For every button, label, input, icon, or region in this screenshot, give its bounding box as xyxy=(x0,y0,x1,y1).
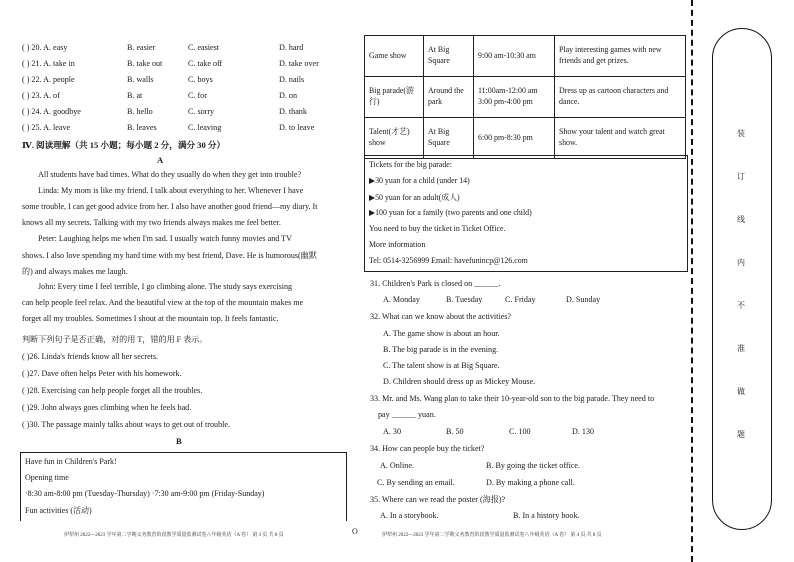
q35-option: B. In a history book. xyxy=(513,511,580,520)
q24-b: B. hello xyxy=(127,107,153,116)
activity-time: 6:00 pm-8:30 pm xyxy=(474,118,555,159)
q23-c: C. for xyxy=(188,91,207,100)
passage-a-line: 的) and always makes me laugh. xyxy=(22,267,128,276)
q25-b: B. leaves xyxy=(127,123,157,132)
q25-d: D. to leave xyxy=(279,123,315,132)
passage-a-line: Linda: My mom is like my friend. I talk about everything to her. Whenever I have xyxy=(38,186,304,195)
activity-name: Talent(才艺) show xyxy=(365,118,424,159)
ticket-line: ▶50 yuan for an adult(成人) xyxy=(369,193,460,202)
activity-name: Game show xyxy=(365,36,424,77)
tf-question: ( )29. John always goes climbing when he feels bad. xyxy=(22,403,192,412)
tf-question: ( )30. The passage mainly talks about ways to get out of trouble. xyxy=(22,420,230,429)
q20-stem: ( ) 20. A. easy xyxy=(22,43,68,52)
q34-stem: 34. How can people buy the ticket? xyxy=(370,444,485,453)
footer-left: 伊犁州 2022—2023 学年第二学期义务教育阶段教学质量监测试卷八年级英语（A 卷） 第 3 页 共 8 页 xyxy=(64,533,284,538)
q33-stem-cont: pay ______ yuan. xyxy=(378,410,436,419)
passage-a-line: some trouble, I can get good advice from her. I also have another good friend—my diary. It xyxy=(22,202,318,211)
q35-option: A. In a storybook. xyxy=(380,511,439,520)
binding-char: 准 xyxy=(737,344,745,353)
activity-place: Around the park xyxy=(424,77,474,118)
passage-a-line: knows all my secrets. Talking with my two friends always makes me feel better. xyxy=(22,218,281,227)
q31-option: C. Friday xyxy=(505,295,536,304)
activity-time: 11:00am-12:00 am 3:00 pm-4:00 pm xyxy=(474,77,555,118)
activity-place: At Big Square xyxy=(424,36,474,77)
q21-stem: ( ) 21. A. take in xyxy=(22,59,75,68)
q34-option: B. By going the ticket office. xyxy=(486,461,581,470)
q32-option: D. Children should dress up as Mickey Mouse. xyxy=(383,377,536,386)
q33-option: B. 50 xyxy=(446,427,464,436)
binding-dashed-line xyxy=(691,0,693,562)
q21-c: C. take off xyxy=(188,59,223,68)
activity-name: Big parade(游行) xyxy=(365,77,424,118)
q22-d: D. nails xyxy=(279,75,305,84)
q33-option: A. 30 xyxy=(383,427,401,436)
q31-stem: 31. Children's Park is closed on ______. xyxy=(370,279,501,288)
q34-option: C. By sending an email. xyxy=(377,478,455,487)
q24-stem: ( ) 24. A. goodbye xyxy=(22,107,81,116)
q20-c: C. easiest xyxy=(188,43,220,52)
tf-instruction: 判断下列句子是否正确，对的用 T，错的用 F 表示。 xyxy=(22,335,208,344)
q22-b: B. walls xyxy=(127,75,154,84)
q35-stem: 35. Where can we read the poster (海报)? xyxy=(370,495,506,504)
passage-a-label: A xyxy=(157,155,164,165)
activity-schedule-table xyxy=(364,35,686,159)
ticket-info-box xyxy=(364,155,688,272)
q20-b: B. easier xyxy=(127,43,156,52)
passage-a-line: shows. I also love spending my hard time with my best friend, Dave. He is humorous(幽默 xyxy=(22,251,317,260)
ticket-line: ▶100 yuan for a family (two parents and one child) xyxy=(369,208,532,217)
q23-d: D. on xyxy=(279,91,297,100)
ticket-line: Tel: 0514-3256999 Email: havefunincp@126.com xyxy=(369,256,528,265)
q23-b: B. at xyxy=(127,91,143,100)
footer-right: 伊犁州 2022—2023 学年第二学期义务教育阶段教学质量监测试卷八年级英语（A 卷） 第 4 页 共 8 页 xyxy=(382,533,602,538)
passage-a-line: forget all my troubles. Sometimes I shout at the mountain top. It feels fantastic. xyxy=(22,314,279,323)
passage-a-line: All students have bad times. What do they usually do when they get into trouble? xyxy=(38,170,302,179)
center-mark: O xyxy=(352,527,358,536)
q21-d: D. take over xyxy=(279,59,319,68)
binding-char: 做 xyxy=(737,387,745,396)
q32-stem: 32. What can we know about the activities? xyxy=(370,312,511,321)
table-row xyxy=(365,77,686,118)
passage-a-line: Peter: Laughing helps me when I'm sad. I usually watch funny movies and TV xyxy=(38,234,292,243)
q24-c: C. sorry xyxy=(188,107,215,116)
section-reading-heading: Ⅳ. 阅读理解（共 15 小题；每小题 2 分，满分 30 分） xyxy=(22,140,226,150)
opening-times: ·8:30 am-8:00 pm (Tuesday-Thursday) ·7:30 am-9:00 pm (Friday-Sunday) xyxy=(25,489,265,498)
binding-char: 内 xyxy=(737,258,745,267)
binding-char: 题 xyxy=(737,430,745,439)
q22-stem: ( ) 22. A. people xyxy=(22,75,75,84)
ticket-line: Tickets for the big parade: xyxy=(369,160,452,169)
tf-question: ( )27. Dave often helps Peter with his homework. xyxy=(22,369,182,378)
activity-place: At Big Square xyxy=(424,118,474,159)
binding-char: 装 xyxy=(737,129,745,138)
q24-d: D. thank xyxy=(279,107,307,116)
q33-stem: 33. Mr. and Ms. Wang plan to take their 10-year-old son to the big parade. They need to xyxy=(370,394,655,403)
tf-question: ( )26. Linda's friends know all her secrets. xyxy=(22,352,159,361)
fun-activities-label: Fun activities (活动) xyxy=(25,506,92,515)
q23-stem: ( ) 23. A. of xyxy=(22,91,60,100)
binding-char: 线 xyxy=(737,215,745,224)
ticket-line: More information xyxy=(369,240,426,249)
q31-option: B. Tuesday xyxy=(446,295,483,304)
passage-a-line: John: Every time I feel terrible, I go climbing alone. The study says exercising xyxy=(38,282,293,291)
q32-option: C. The talent show is at Big Square. xyxy=(383,361,500,370)
q20-d: D. hard xyxy=(279,43,304,52)
q34-option: A. Online. xyxy=(380,461,414,470)
q22-c: C. boys xyxy=(188,75,213,84)
ticket-line: ▶30 yuan for a child (under 14) xyxy=(369,176,470,185)
activity-desc: Play interesting games with new friends and get prizes. xyxy=(555,36,686,77)
passage-b-label: B xyxy=(176,436,182,446)
activity-desc: Dress up as cartoon characters and dance. xyxy=(555,77,686,118)
q31-option: A. Monday xyxy=(383,295,420,304)
q33-option: C. 100 xyxy=(509,427,531,436)
binding-margin-frame xyxy=(712,28,772,530)
tf-question: ( )28. Exercising can help people forget all the troubles. xyxy=(22,386,203,395)
binding-char: 不 xyxy=(737,301,745,310)
poster-title: Have fun in Children's Park! xyxy=(25,457,117,466)
q32-option: A. The game show is about an hour. xyxy=(383,329,500,338)
table-row xyxy=(365,36,686,77)
poster-box xyxy=(20,452,347,521)
opening-time-label: Opening time xyxy=(25,473,69,482)
q33-option: D. 130 xyxy=(572,427,595,436)
binding-char: 订 xyxy=(737,172,745,181)
q21-b: B. take out xyxy=(127,59,163,68)
table-row xyxy=(365,118,686,159)
activity-desc: Show your talent and watch great show. xyxy=(555,118,686,159)
q34-option: D. By making a phone call. xyxy=(486,478,575,487)
passage-a-line: can help people feel relax. And the beautiful view at the top of the mountain makes me xyxy=(22,298,304,307)
q25-stem: ( ) 25. A. leave xyxy=(22,123,71,132)
activity-time: 9:00 am-10:30 am xyxy=(474,36,555,77)
ticket-line: You need to buy the ticket in Ticket Office. xyxy=(369,224,506,233)
q32-option: B. The big parade is in the evening. xyxy=(383,345,499,354)
q31-option: D. Sunday xyxy=(566,295,601,304)
q25-c: C. leaving xyxy=(188,123,222,132)
